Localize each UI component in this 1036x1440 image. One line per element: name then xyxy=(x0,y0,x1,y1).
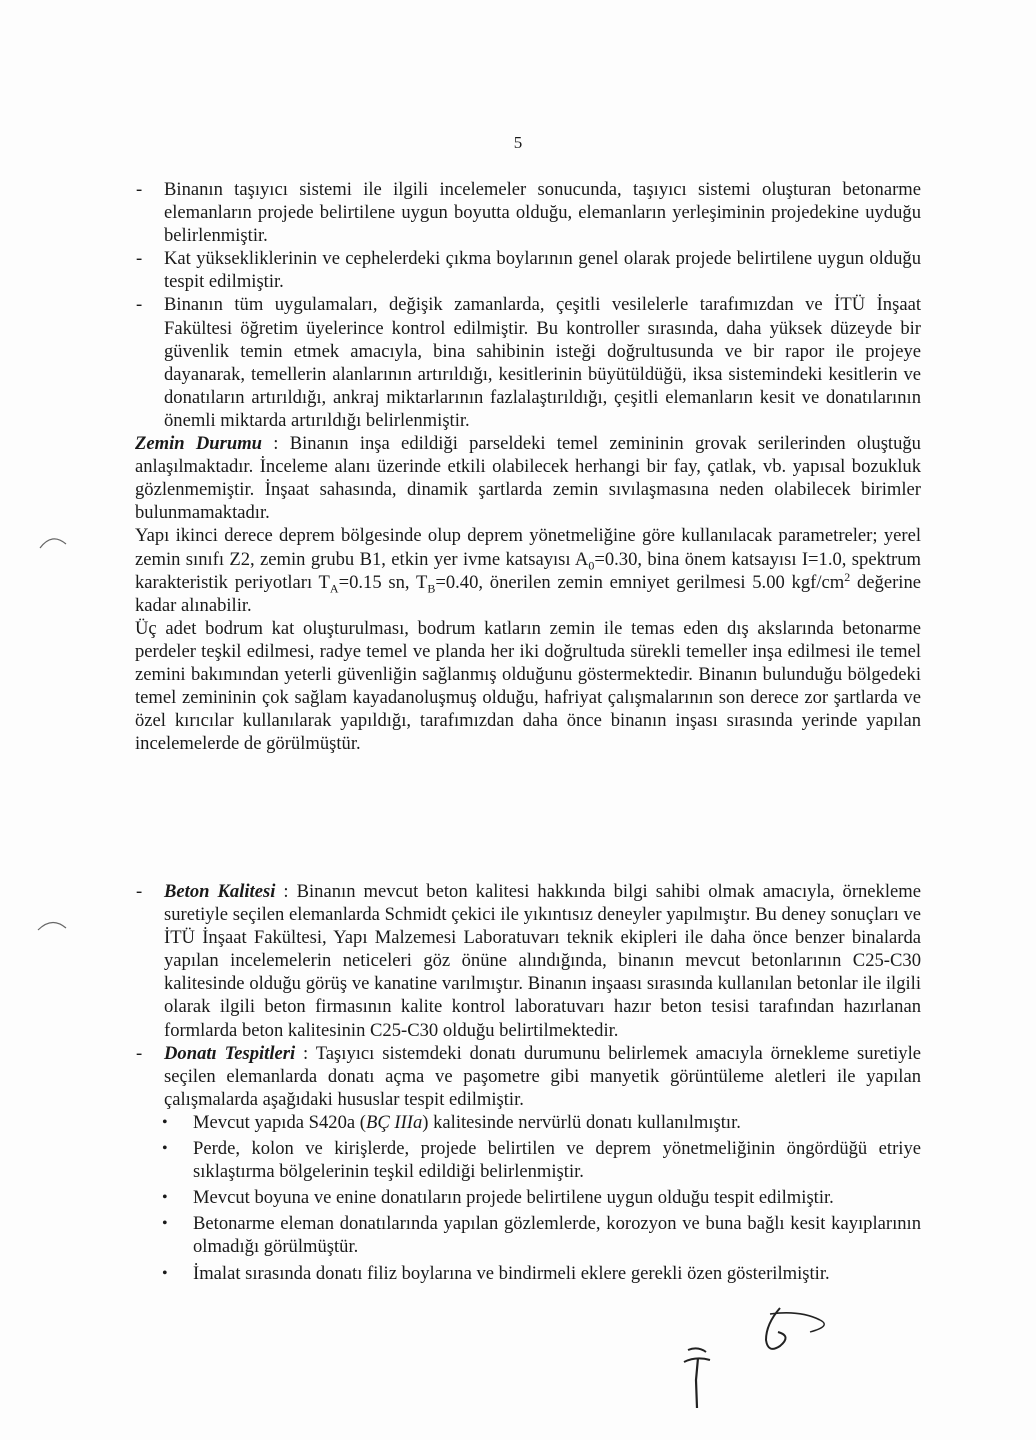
zemin-parameters-paragraph: Yapı ikinci derece deprem bölgesinde olup deprem yönetmeliğine göre kullanılacak parametreler; yerel zemin sınıfı Z2, zemin grubu B1, etkin yer ivme katsayısı $A_0=0.30$, bina önem katsayısı I=1.0, spektrum karakteristik periyotları $T_A=0.15$ sn, $T_B=0.40$, önerilen zemin emniyet gerilmesi 5.00 kgf/$cm^2$ değerine kadar alınabilir. xyxy=(135,525,922,616)
dash-item: - Kat yüksekliklerinin ve cephelerdeki çıkma boylarının genel olarak projede belirtilene uygun olduğu tespit edilmiştir. xyxy=(136,248,921,293)
beton-heading: Beton Kalitesi xyxy=(164,881,276,902)
page-number: 5 xyxy=(513,133,523,152)
dash-item: - Binanın tüm uygulamaları, değişik zamanlarda, çeşitli vesilelerle tarafımızdan ve İTÜ İnşaat Fakültesi öğretim üyelerince kontrol edilmiştir. Bu kontroller sırasında, daha yüksek düzeyde bir güvenlik temin etmek amacıyla, bina sahibinin isteği doğrultusunda ve bir rapor ile projeye dayanarak, temellerin alanlarının artırıldığı, kesitlerinin büyütüldüğü, iksa sistemindeki kesitlerin ve donatıların artırıldığı, ankraj miktarlarının fazlalaştırıldığı, çeşitli elemanların kesit ve donatılarının önemli miktarda artırıldığı belirlenmiştir. xyxy=(136,294,921,431)
beton-kalitesi-item: - Beton Kalitesi : Binanın mevcut beton kalitesi hakkında bilgi sahibi olmak amacıyla, örnekleme suretiyle seçilen elemanlarda Schmidt çekici ile yıkıntısız deneyler yapılmıştır. Bu deney sonuçları ve İTÜ İnşaat Fakültesi, Yapı Malzemesi Laboratuvarı teknik ekipleri ile daha önce benzer binalarda yapılan incelemelerin neticeleri göz önüne alındığında, binanın mevcut betonlarının C25-C30 kalitesinde olduğu görüş ve kanatine varılmıştır. Binanın inşaası sırasında kullanılan betonlar ile ilgili olarak ilgili beton firmasının kalite kontrol laboratuvarı hazır beton tesisi tarafından hazırlanan formlarda beton kalitesinin C25-C30 olduğu belirtilmektedir. xyxy=(136,881,921,1041)
zemin-paragraph: Zemin Durumu : Binanın inşa edildiği parseldeki temel zemininin grovak serilerinden oluştuğu anlaşılmaktadır. İnceleme alanı üzerinde etkili olabilecek herhangi bir fay, çatlak, vb. yapısal bozukluk gözlenmemiştir. İnşaat sahasında, dinamik şartlarda zemin sıvılaşmasına neden olabilecek birimler bulunmamaktadır. xyxy=(135,433,921,524)
donati-heading: Donatı Tespitleri xyxy=(164,1042,296,1064)
donati-tespitleri-item: - Donatı Tespitleri : Taşıyıcı sistemdeki donatı durumunu belirlemek amacıyla örnekleme suretiyle seçilen elemanlarda donatı açma ve paşometre gibi manyetik görüntüleme aletleri ile yapılan çalışmalarda aşağıdaki hususlar tespit edilmiştir. xyxy=(136,1042,922,1110)
list-item: • İmalat sırasında donatı filiz boylarına ve bindirmeli eklere gerekli özen gösterilmiştir. xyxy=(162,1262,830,1284)
list-item: • Mevcut yapıda S420a (BÇ IIIa) kalitesinde nervürlü donatı kullanılmıştır. xyxy=(162,1111,741,1133)
scan-mark-arc-1 xyxy=(0,0,70,563)
dash-item: - Binanın taşıyıcı sistemi ile ilgili incelemeler sonucunda, taşıyıcı sistemi oluşturan betonarme elemanların projede belirtilene uygun boyutta olduğu, elemanların yerleşiminin projedekine uyduğu belirlenmiştir. xyxy=(136,179,921,247)
handwritten-signature xyxy=(660,1300,880,1426)
scan-mark-arc-2 xyxy=(0,900,70,963)
list-item: • Mevcut boyuna ve enine donatıların projede belirtilene uygun olduğu tespit edilmiştir. xyxy=(162,1187,834,1209)
list-item: • Betonarme eleman donatılarında yapılan gözlemlerde, korozyon ve buna bağlı kesit kayıplarının olmadığı görülmüştür. xyxy=(162,1213,921,1258)
bodrum-paragraph: Üç adet bodrum kat oluşturulması, bodrum katların zemin ile temas eden dış akslarında betonarme perdeler teşkil edilmesi, radye temel ve planda her iki doğrultuda sürekli temeller inşa edilmesi ile temel zemini bakımından yeterli güvenliğin sağlanmış olduğunu göstermektedir. Binanın bulunduğu bölgedeki temel zemininin çok sağlam kayadanoluşmuş olduğu, hafriyat çalışmalarının son derece zor şartlarda ve özel kırıcılar kullanılarak yapıldığı, tarafımızdan daha önce binanın inşası sırasında yerinde yapılan incelemelerde de görülmüştür. xyxy=(135,617,921,755)
list-item: • Perde, kolon ve kirişlerde, projede belirtilen ve deprem yönetmeliğinin öngördüğü etriye sıklaştırma bölgelerinin teşkil edildiği belirlenmiştir. xyxy=(162,1138,921,1183)
section-concrete-rebar xyxy=(135,880,921,1288)
donati-bullet-list xyxy=(156,1111,921,1285)
zemin-heading: Zemin Durumu xyxy=(135,433,262,455)
section-structural-findings xyxy=(135,178,921,755)
